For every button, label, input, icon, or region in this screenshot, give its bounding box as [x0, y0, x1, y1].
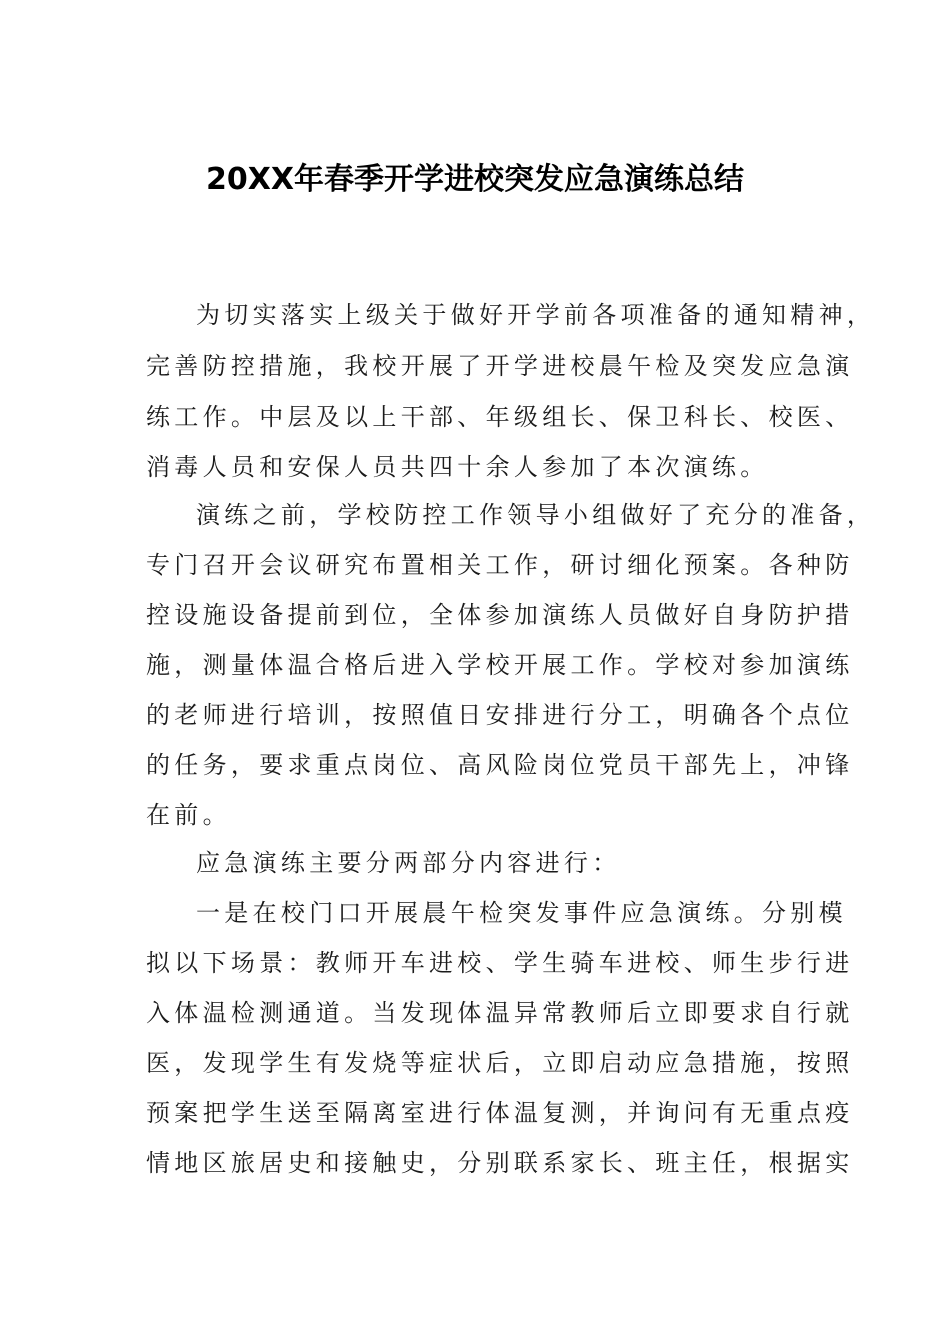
- paragraph-4-line-6: 情地区旅居史和接触史，分别联系家长、班主任，根据实: [146, 1149, 854, 1177]
- paragraph-2-line-3: 控设施设备提前到位，全体参加演练人员做好自身防护措: [146, 601, 854, 629]
- paragraph-4-line-5: 预案把学生送至隔离室进行体温复测，并询问有无重点疫: [146, 1099, 854, 1127]
- paragraph-1-line-1: 为切实落实上级关于做好开学前各项准备的通知精神，: [196, 301, 876, 329]
- paragraph-2-line-5: 的老师进行培训，按照值日安排进行分工，明确各个点位: [146, 701, 854, 729]
- paragraph-4-line-2: 拟以下场景：教师开车进校、学生骑车进校、师生步行进: [146, 949, 854, 977]
- paragraph-1-line-3: 练工作。中层及以上干部、年级组长、保卫科长、校医、: [146, 403, 854, 431]
- paragraph-2-line-7: 在前。: [146, 801, 231, 829]
- paragraph-4-line-4: 医，发现学生有发烧等症状后，立即启动应急措施，按照: [146, 1049, 854, 1077]
- paragraph-4-line-1: 一是在校门口开展晨午检突发事件应急演练。分别模: [196, 899, 847, 927]
- paragraph-2-line-1: 演练之前，学校防控工作领导小组做好了充分的准备，: [196, 501, 876, 529]
- document-title: 20XX年春季开学进校突发应急演练总结: [205, 162, 744, 197]
- paragraph-3-line-1: 应急演练主要分两部分内容进行：: [196, 849, 621, 877]
- paragraph-1-line-2: 完善防控措施，我校开展了开学进校晨午检及突发应急演: [146, 352, 854, 380]
- paragraph-1-line-4: 消毒人员和安保人员共四十余人参加了本次演练。: [146, 453, 769, 481]
- paragraph-2-line-4: 施，测量体温合格后进入学校开展工作。学校对参加演练: [146, 651, 854, 679]
- paragraph-4-line-3: 入体温检测通道。当发现体温异常教师后立即要求自行就: [146, 999, 854, 1027]
- paragraph-2-line-6: 的任务，要求重点岗位、高风险岗位党员干部先上，冲锋: [146, 751, 854, 779]
- paragraph-2-line-2: 专门召开会议研究布置相关工作，研讨细化预案。各种防: [146, 551, 854, 579]
